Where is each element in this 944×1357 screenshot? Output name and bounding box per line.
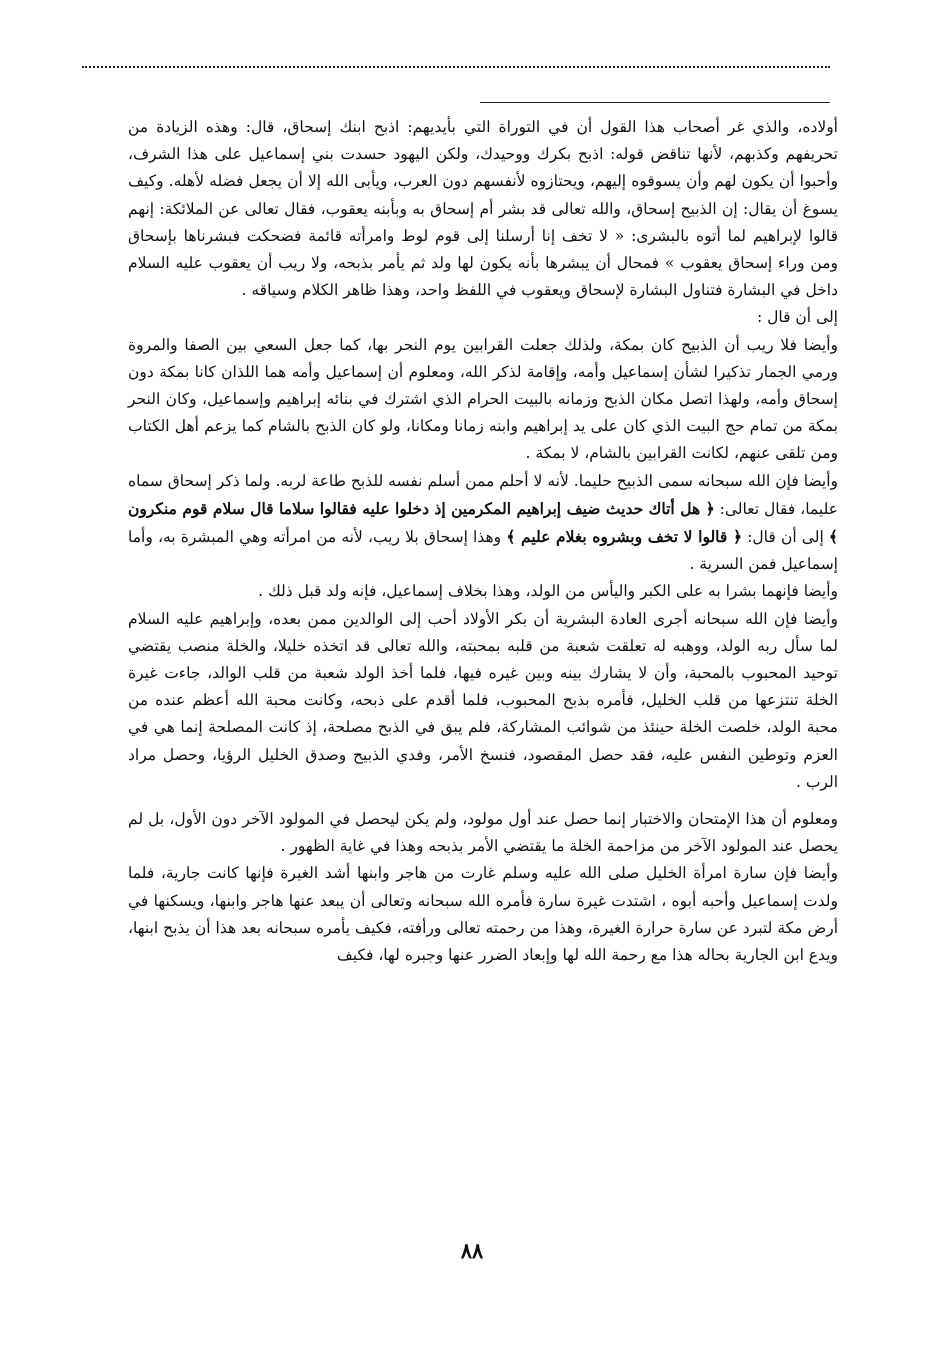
paragraph-8: وأيضا فإن سارة امرأة الخليل صلى الله عليه وسلم غارت من هاجر وابنها أشد الغيرة فإنها كانت جارية، فلما ولدت إسماعيل وأحبه أبوه ، اشتدت غيرة سارة فأمره الله سبحانه وتعالى أن يبعد عنها هاجر وابنها، ويسكنها في أرض مكة لتبرد عن سارة حرارة الغيرة، وهذا من رحمته تعالى ورأفته، فكيف يأمره سبحانه بعد هذا أن يذبح ابنها، ويدع ابن الجارية بحاله هذا مع رحمة الله لها وإبعاد الضرر عنها وجبره لها، فكيف — [128, 864, 838, 965]
paragraph-4 — [128, 468, 838, 579]
footnote-separator-rule — [480, 102, 830, 103]
paragraph-2: إلى أن قال : — [756, 308, 838, 327]
paragraph-7: ومعلوم أن هذا الإمتحان والاختبار إنما حصل عند أول مولود، ولم يكن ليحصل في المولود الآخر دون الأول، بل لم يحصل عند المولود الآخر من مزاحمة الخلة ما يقتضي الأمر بذبحه وهذا في غاية الظهور . — [128, 810, 838, 856]
paragraph-1: أولاده، والذي غر أصحاب هذا القول أن في التوراة التي بأيديهم: اذبح ابنك إسحاق، قال: وهذه الزيادة من تحريفهم وكذبهم، لأنها تناقض قوله: اذبح بكرك ووحيدك، ولكن اليهود حسدت بني إسماعيل على هذا الشرف، وأحبوا أن يكون لهم وأن يسوقوه إليهم، ويحتازوه لأنفسهم دون العرب، ويأبى الله إلا أن يجعل فضله لأهله. وكيف يسوغ أن يقال: إن الذبيح إسحاق، والله تعالى قد بشر أم إسحاق به وبأبنه يعقوب، فقال تعالى عن الملائكة: إنهم قالوا لإبراهيم لما أتوه بالبشرى: « لا تخف إنا أرسلنا إلى قوم لوط وامرأته قائمة فضحكت فبشرناها بإسحاق ومن وراء إسحاق يعقوب » فمحال أن يبشرها بأنه يكون لها ولد ثم يأمر بذبحه، ولا ريب أن يعقوب عليه السلام داخل في البشارة فتناول البشارة لإسحاق ويعقوب في اللفظ واحد، وهذا ظاهر الكلام وسياقه . — [128, 118, 838, 300]
page-number: ٨٨ — [460, 1238, 484, 1263]
quran-quote-2: ﴿ قالوا لا تخف وبشروه بغلام عليم ﴾ — [506, 527, 743, 547]
paragraph-5: وأيضا فإنهما بشرا به على الكبر واليأس من الولد، وهذا بخلاف إسماعيل، فإنه ولد قبل ذلك . — [258, 582, 838, 601]
paragraph-4-pre: وأيضا فإن الله سبحانه سمى الذبيح حليما. لأنه لا أحلم ممن أسلم نفسه للذبح طاعة لربه. ولما ذكر إسحاق سماه عليما، فقال تعالى: — [128, 471, 838, 518]
page-body — [128, 114, 838, 969]
dotted-header-rule — [82, 66, 830, 68]
paragraph-4-mid: إلى أن قال: — [742, 528, 829, 547]
paragraph-6: وأيضا فإن الله سبحانه أجرى العادة البشرية أن بكر الأولاد أحب إلى الوالدين ممن بعده، وإبراهيم عليه السلام لما سأل ربه الولد، ووهبه له تعلقت شعبة من قلبه بمحبته، والله تعالى قد اتخذه خليلا، والخلة منصب يقتضي توحيد المحبوب بالمحبة، وأن لا يشارك بينه وبين غيره فيها، فلما أخذ الولد شعبة من قلب الوالد، جاءت غيرة الخلة تنتزعها من قلب الخليل، فأمره بذبح المحبوب، فلما أقدم على ذبحه، وكانت محبة الله أعظم عنده من محبة الولد، خلصت الخلة حينئذ من شوائب المشاركة، فلم يبق في الذبح مصلحة، إذ كانت المصلحة إنما هي في العزم وتوطين النفس عليه، فقد حصل المقصود، فنسخ الأمر، وفدي الذبيح وصدق الخليل الرؤيا، وحصل مراد الرب . — [128, 609, 838, 791]
quran-quote-1: ﴿ هل أتاك حديث ضيف إبراهيم المكرمين إذ دخلوا عليه فقالوا سلاما قال سلام قوم منكرون ﴾ — [128, 498, 839, 547]
paragraph-3: وأيضا فلا ريب أن الذبيح كان بمكة، ولذلك جعلت القرابين يوم النحر بها، كما جعل السعي بين الصفا والمروة ورمي الجمار تذكيرا لشأن إسماعيل وأمه، وإقامة لذكر الله، ومعلوم أن إسماعيل وأمه هما اللذان كانا بمكة دون إسحاق وأمه، ولهذا اتصل مكان الذبح وزمانه بالبيت الحرام الذي اشترك في بنائه إبراهيم وإسماعيل، وكان النحر بمكة من تمام حج البيت الذي كان على يد إبراهيم وابنه زمانا ومكانا، ولو كان الذبح بالشام كما يزعم أهل الكتاب ومن تلقى عنهم، لكانت القرابين بالشام، لا بمكة . — [128, 335, 838, 463]
paragraph-4-post: وهذا إسحاق بلا ريب، لأنه من امرأته وهي المبشرة به، وأما إسماعيل فمن السرية . — [128, 528, 838, 574]
